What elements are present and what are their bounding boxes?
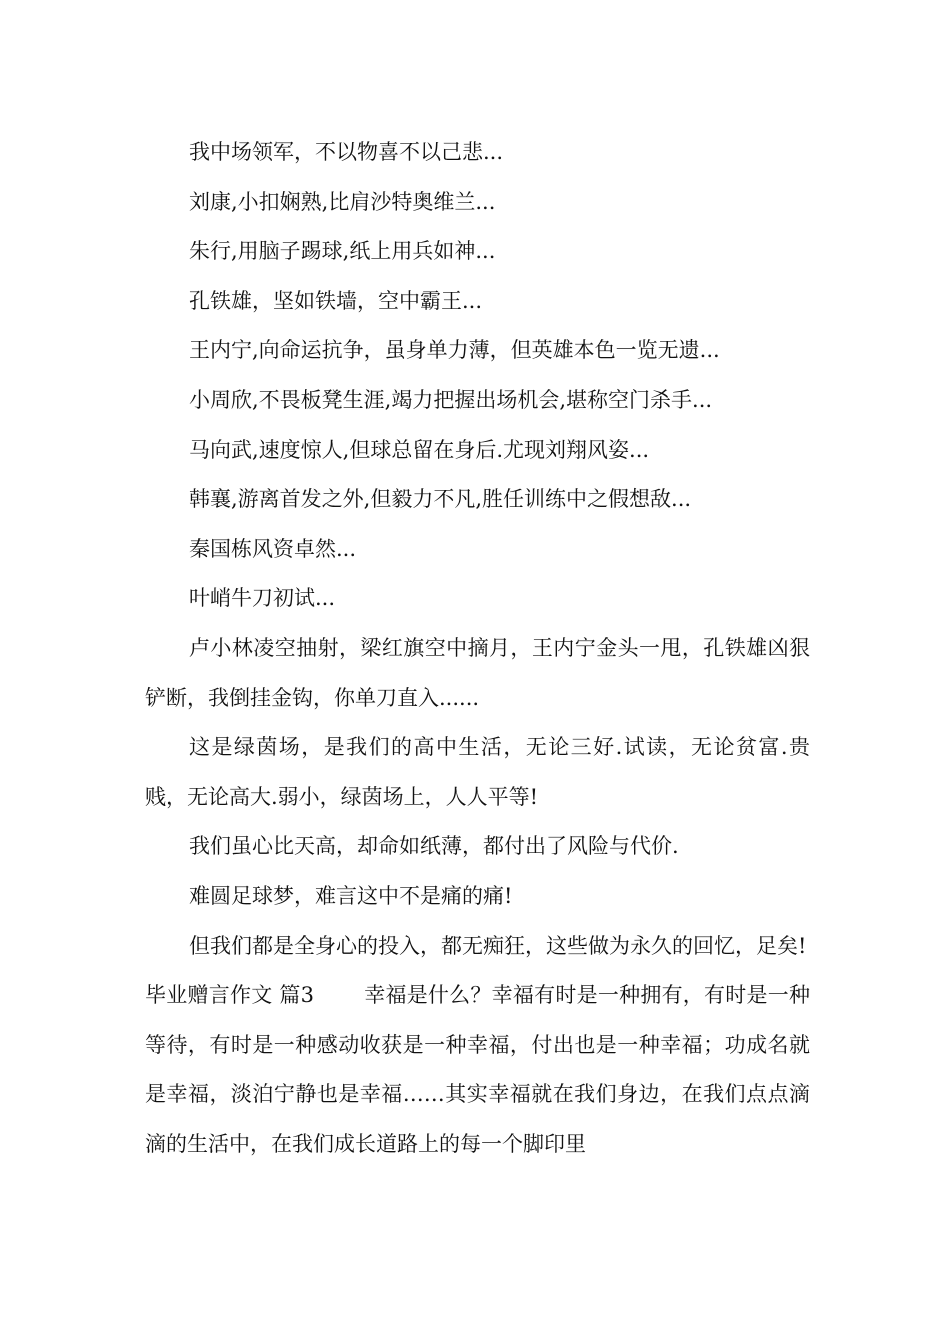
paragraph-4: 孔铁雄，坚如铁墙，空中霸王...: [189, 288, 483, 313]
paragraph-12: 这是绿茵场，是我们的高中生活，无论三好.试读，无论贫富.贵贱，无论高大.弱小，绿茵场上，人人平等!: [145, 735, 810, 809]
paragraph-15: 但我们都是全身心的投入，都无痴狂，这些做为永久的回忆，足矣!: [189, 933, 807, 958]
paragraph-9: 秦国栋风资卓然...: [189, 536, 357, 561]
paragraph-11: 卢小林凌空抽射，梁红旗空中摘月，王内宁金头一甩，孔铁雄凶狠铲断，我倒挂金钩，你单刀直入......: [145, 635, 810, 710]
paragraph-7: 马向武,速度惊人,但球总留在身后.尤现刘翔风姿...: [189, 437, 650, 462]
section-body: 幸福是什么？幸福有时是一种拥有，有时是一种等待，有时是一种感动收获是一种幸福，付出也是一种幸福；功成名就是幸福，淡泊宁静也是幸福……其实幸福就在我们身边，在我们点点滴滴的生活中，在我们成长道路上的每一个脚印里: [145, 983, 811, 1156]
paragraph-2: 刘康,小扣娴熟,比肩沙特奥维兰...: [189, 189, 496, 214]
document-body: [145, 128, 810, 1169]
paragraph-5: 王内宁,向命运抗争，虽身单力薄，但英雄本色一览无遗...: [189, 338, 720, 363]
paragraph-1: 我中场领军，不以物喜不以己悲...: [189, 140, 504, 164]
section-heading: 毕业赠言作文 篇3: [145, 983, 314, 1008]
paragraph-10: 叶峭牛刀初试...: [189, 586, 336, 611]
paragraph-14: 难圆足球梦，难言这中不是痛的痛!: [189, 883, 513, 908]
section-paragraph: [145, 971, 810, 1169]
paragraph-3: 朱行,用脑子踢球,纸上用兵如神...: [189, 239, 496, 264]
paragraph-8: 韩襄,游离首发之外,但毅力不凡,胜任训练中之假想敌...: [189, 487, 692, 512]
paragraph-13: 我们虽心比天高，却命如纸薄，都付出了风险与代价.: [189, 834, 679, 859]
paragraph-6: 小周欣,不畏板凳生涯,竭力把握出场机会,堪称空门杀手...: [189, 387, 713, 412]
